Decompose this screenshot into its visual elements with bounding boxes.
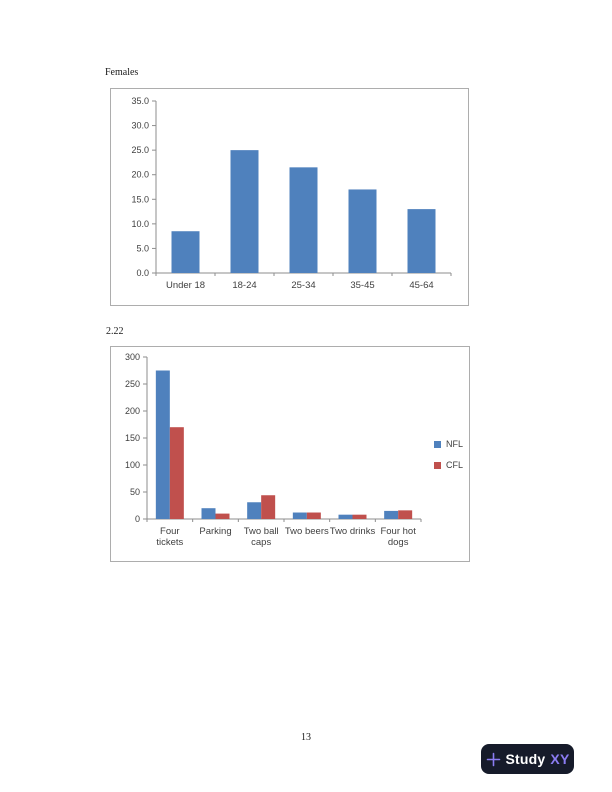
x-category-label: Two beers	[284, 526, 329, 537]
legend-swatch-NFL	[434, 441, 441, 448]
bar-CFL	[353, 515, 367, 519]
y-tick-label: 100	[124, 460, 140, 470]
bar-CFL	[216, 514, 230, 519]
y-tick-label: 0.0	[136, 268, 149, 278]
bar	[349, 189, 377, 273]
bar-CFL	[261, 495, 275, 519]
bar-CFL	[398, 510, 412, 519]
females-bar-chart	[110, 88, 469, 306]
y-tick-label: 50	[129, 487, 140, 497]
x-category-label: 45-64	[409, 280, 434, 291]
bar-NFL	[156, 371, 170, 520]
x-category-label: 18-24	[232, 280, 257, 291]
y-tick-label: 15.0	[131, 194, 149, 205]
chart2-title: 2.22	[106, 326, 124, 337]
page-number: 13	[301, 732, 311, 743]
bar	[290, 167, 318, 273]
y-tick-label: 200	[124, 406, 140, 416]
y-tick-label: 150	[124, 433, 140, 443]
y-tick-label: 250	[124, 379, 140, 389]
y-tick-label: 300	[124, 352, 140, 362]
y-tick-label: 25.0	[131, 145, 149, 156]
y-tick-label: 0	[134, 514, 140, 524]
bar-NFL	[339, 515, 353, 519]
bar-CFL	[307, 513, 321, 519]
females-bar-chart-svg	[111, 89, 468, 305]
x-category-label: Four	[160, 526, 180, 537]
x-category-label: Two ball	[243, 526, 279, 537]
bar-NFL	[384, 511, 398, 519]
chart1-title: Females	[105, 67, 139, 78]
bar-NFL	[202, 508, 216, 519]
legend-label-NFL: NFL	[446, 439, 464, 449]
bar-CFL	[170, 427, 184, 519]
legend-label-CFL: CFL	[446, 460, 464, 470]
logo-text-study: Study	[505, 751, 546, 767]
y-tick-label: 10.0	[131, 218, 149, 229]
y-tick-label: 35.0	[131, 96, 149, 106]
bar-NFL	[293, 513, 307, 519]
studyxy-logo[interactable]	[481, 744, 574, 774]
legend-swatch-CFL	[434, 462, 441, 469]
x-category-label: Under 18	[165, 280, 206, 291]
bar	[408, 209, 436, 273]
x-category-label: 25-34	[291, 280, 316, 291]
logo-text-xy: XY	[550, 751, 570, 767]
x-category-label: Four hot	[380, 526, 416, 537]
y-tick-label: 20.0	[131, 169, 149, 180]
x-category-label: Two drinks	[329, 526, 376, 537]
x-category-label: tickets	[156, 537, 184, 548]
bar	[231, 150, 259, 273]
y-tick-label: 5.0	[136, 243, 149, 254]
x-category-label: Parking	[199, 526, 232, 537]
plus-icon	[486, 752, 501, 767]
nfl-cfl-bar-chart	[110, 346, 470, 562]
bar-NFL	[247, 502, 261, 519]
y-tick-label: 30.0	[131, 120, 149, 131]
x-category-label: 35-45	[350, 280, 375, 291]
x-category-label: dogs	[387, 537, 409, 548]
nfl-cfl-bar-chart-svg	[111, 347, 469, 561]
x-category-label: caps	[251, 537, 272, 548]
bar	[172, 231, 200, 273]
